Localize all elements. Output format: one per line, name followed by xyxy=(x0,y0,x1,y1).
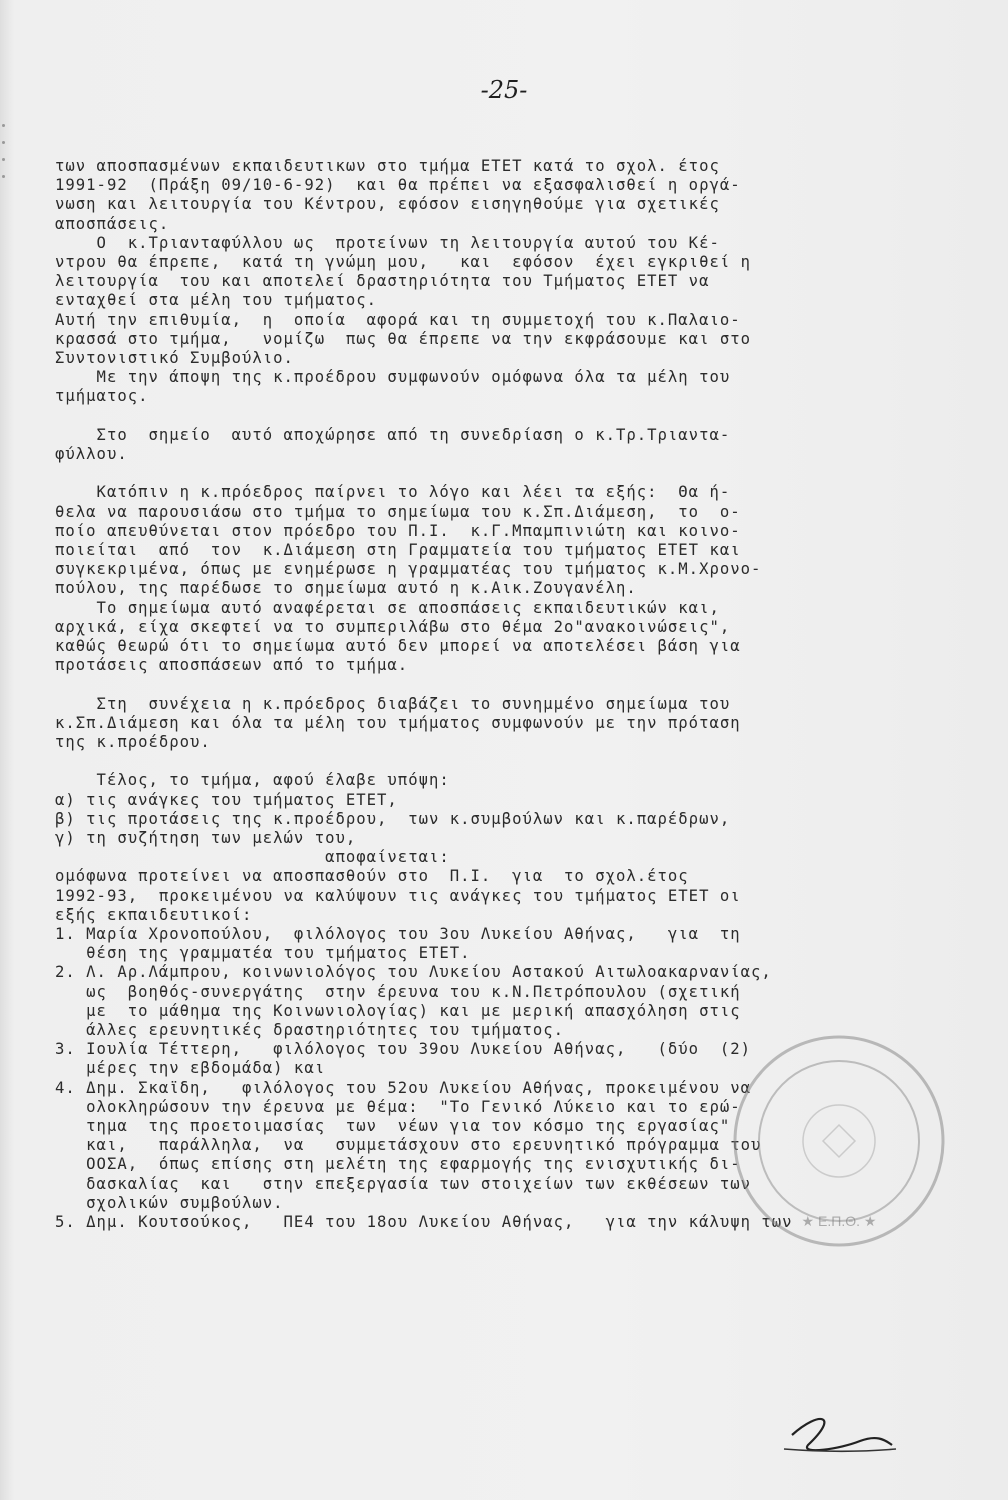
official-stamp xyxy=(728,1030,950,1252)
text-line: θέση της γραμματέα του τμήματος ΕΤΕΤ. xyxy=(55,944,471,963)
text-line: τημα της προετοιμασίας των νέων για τον κόσμο της εργασίας" xyxy=(55,1117,731,1135)
binding-holes xyxy=(2,110,10,190)
text-line: Ο κ.Τριανταφύλλου ως προτείνων τη λειτουργία αυτού του Κέ- xyxy=(55,233,720,252)
text-line: γ) τη συζήτηση των μελών του, xyxy=(55,829,357,847)
text-line: εξής εκπαιδευτικοί: xyxy=(55,905,253,924)
text-line: με το μάθημα της Κοινωνιολογίας) και με μερική απασχόληση στις xyxy=(55,1001,741,1020)
text-line: μέρες την εβδομάδα) και xyxy=(55,1059,326,1078)
text-line: αρχικά, είχα σκεφτεί να το συμπεριλάβω στο θέμα 2ο"ανακοινώσεις", xyxy=(55,617,731,636)
text-line: τμήματος. xyxy=(55,387,149,406)
text-line: και, παράλληλα, να συμμετάσχουν στο ερευνητικό πρόγραμμα του xyxy=(55,1136,762,1155)
text-line: ολοκληρώσουν την έρευνα με θέμα: "Το Γενικό Λύκειο και το ερώ- xyxy=(55,1097,741,1116)
text-line: φύλλου. xyxy=(55,445,128,463)
text-line: σχολικών συμβούλων. xyxy=(55,1193,284,1212)
svg-text:★ Ε.Π.Θ. ★: ★ Ε.Π.Θ. ★ xyxy=(801,1213,877,1229)
text-line: των αποσπασμένων εκπαιδευτικων στο τμήμα ΕΤΕΤ κατά το σχολ. έτος xyxy=(55,157,720,175)
text-line: κρασσά στο τμήμα, νομίζω πως θα έπρεπε να την εκφράσουμε και στο xyxy=(55,329,752,348)
text-line: πούλου, της παρέδωσε το σημείωμα αυτό η κ.Αικ.Ζουγανέλη. xyxy=(55,579,637,598)
text-line: της κ.προέδρου. xyxy=(55,733,211,751)
text-line: Αυτή την επιθυμία, η οποία αφορά και τη συμμετοχή του κ.Παλαιο- xyxy=(55,310,741,329)
text-line: 2. Λ. Αρ.Λάμπρου, κοινωνιολόγος του Λυκείου Αστακού Αιτωλοακαρνανίας, xyxy=(55,963,772,982)
text-line: ποίο απευθύνεται στον πρόεδρο του Π.Ι. κ.Γ.Μπαμπινιώτη και κοινο- xyxy=(55,521,741,540)
text-line: ντρου θα έπρεπε, κατά τη γνώμη μου, και εφόσον έχει εγκριθεί η xyxy=(55,253,752,271)
text-line: 1992-93, προκειμένου να καλύψουν τις ανάγκες του τμήματος ΕΤΕΤ οι xyxy=(55,886,741,905)
text-line: θελα να παρουσιάσω στο τμήμα το σημείωμα του κ.Σπ.Διάμεση, το ο- xyxy=(55,502,741,521)
text-line: 5. Δημ. Κουτσούκος, ΠΕ4 του 18ου Λυκείου Αθήνας, για την κάλυψη των xyxy=(55,1213,793,1231)
text-line: κ.Σπ.Διάμεση και όλα τα μέλη του τμήματος συμφωνούν με την πρόταση xyxy=(55,713,741,732)
text-line: ενταχθεί στα μέλη του τμήματος. xyxy=(55,291,378,310)
text-line: 3. Ιουλία Τέττερη, φιλόλογος του 39ου Λυκείου Αθήνας, (δύο (2) xyxy=(55,1040,752,1059)
text-line: Τέλος, το τμήμα, αφού έλαβε υπόψη: xyxy=(55,771,450,790)
text-line: Στη συνέχεια η κ.πρόεδρος διαβάζει το συνημμένο σημείωμα του xyxy=(55,694,731,713)
text-line: Συντονιστικό Συμβούλιο. xyxy=(55,349,294,367)
text-line: συγκεκριμένα, όπως με ενημέρωσε η γραμματέας του τμήματος κ.Μ.Χρονο- xyxy=(55,560,762,579)
text-line: αποφαίνεται: xyxy=(55,848,450,867)
text-line: α) τις ανάγκες του τμήματος ΕΤΕΤ, xyxy=(55,790,398,809)
text-line: αποσπάσεις. xyxy=(55,214,170,233)
text-line: Με την άποψη της κ.προέδρου συμφωνούν ομόφωνα όλα τα μέλη του xyxy=(55,368,731,387)
page-number: -25- xyxy=(480,76,528,104)
text-line: β) τις προτάσεις της κ.προέδρου, των κ.συμβούλων και κ.παρέδρων, xyxy=(55,809,731,828)
text-line: 1991-92 (Πράξη 09/10-6-92) και θα πρέπει να εξασφαλισθεί η οργά- xyxy=(55,176,741,195)
text-line: καθώς θεωρώ ότι το σημείωμα αυτό δεν μπορεί να αποτελέσει βάση για xyxy=(55,637,741,655)
text-line: άλλες ερευνητικές δραστηριότητες του τμήματος. xyxy=(55,1021,565,1039)
text-line: Κατόπιν η κ.πρόεδρος παίρνει το λόγο και λέει τα εξής: Θα ή- xyxy=(55,483,731,502)
text-line: Στο σημείο αυτό αποχώρησε από τη συνεδρίαση ο κ.Τρ.Τριαντα- xyxy=(55,425,731,444)
text-line: προτάσεις αποσπάσεων από το τμήμα. xyxy=(55,656,409,675)
text-line: δασκαλίας και στην επεξεργασία των στοιχείων των εκθέσεων των xyxy=(55,1174,752,1193)
text-line: λειτουργία του και αποτελεί δραστηριότητα του Τμήματος ΕΤΕΤ να xyxy=(55,272,710,291)
text-line: Το σημείωμα αυτό αναφέρεται σε αποσπάσεις εκπαιδευτικών και, xyxy=(55,598,720,617)
handwritten-signature xyxy=(780,1405,900,1465)
text-line: 1. Μαρία Χρονοπούλου, φιλόλογος του 3ου Λυκείου Αθήνας, για τη xyxy=(55,925,741,943)
text-line: ως βοηθός-συνεργάτης στην έρευνα του κ.Ν.Πετρόπουλου (σχετική xyxy=(55,982,741,1001)
text-line: ΟΟΣΑ, όπως επίσης στη μελέτη της εφαρμογής της ενισχυτικής δι- xyxy=(55,1155,741,1174)
text-line: ποιείται από τον κ.Διάμεση στη Γραμματεία του τμήματος ΕΤΕΤ και xyxy=(55,541,741,559)
text-line: 4. Δημ. Σκαϊδη, φιλόλογος του 52ου Λυκείου Αθήνας, προκειμένου να xyxy=(55,1078,752,1097)
text-line: νωση και λειτουργία του Κέντρου, εφόσον εισηγηθούμε για σχετικές xyxy=(55,195,720,214)
text-line: ομόφωνα προτείνει να αποσπασθούν στο Π.Ι. για το σχολ.έτος xyxy=(55,867,689,886)
